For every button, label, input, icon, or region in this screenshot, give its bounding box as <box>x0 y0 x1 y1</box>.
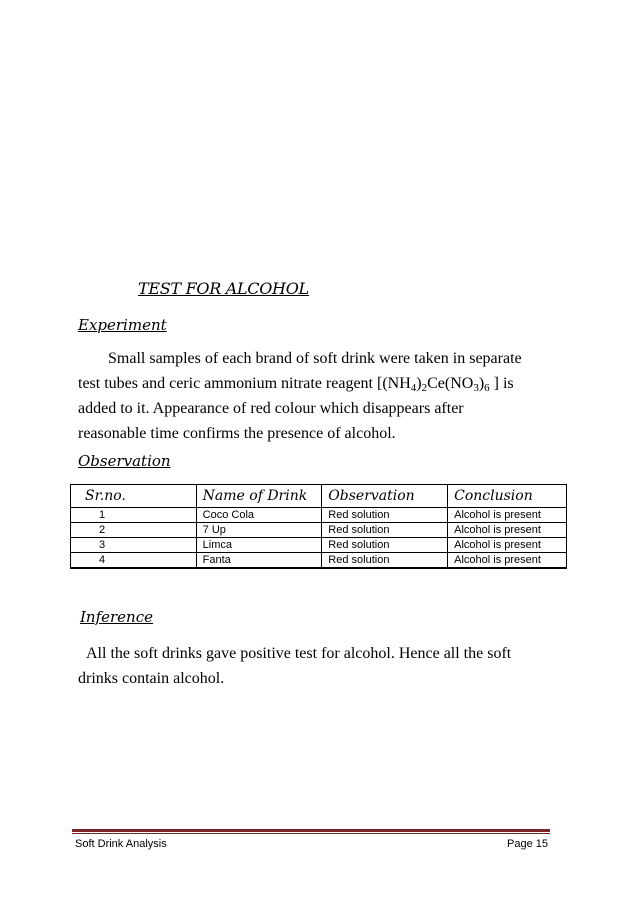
table-row <box>71 508 567 523</box>
experiment-paragraph <box>78 346 546 446</box>
footer-page-number: Page 15 <box>507 838 548 850</box>
page-title: TEST FOR ALCOHOL <box>138 279 309 298</box>
subscript: 3 <box>473 382 479 394</box>
table-row <box>71 553 567 569</box>
footer-document-title: Soft Drink Analysis <box>75 838 167 850</box>
column-header-name-of-drink: Name of Drink <box>196 485 322 508</box>
table-cell: 1 <box>71 508 197 523</box>
column-header-sr-no: Sr.no. <box>71 485 197 508</box>
table-cell: 2 <box>71 523 197 538</box>
table-row <box>71 523 567 538</box>
reagent-text: Ce(NO <box>427 375 474 392</box>
table-cell: Alcohol is present <box>448 508 567 523</box>
table-cell: Red solution <box>322 523 448 538</box>
inference-line-1: All the soft drinks gave positive test for alcohol. Hence all the soft <box>86 645 512 662</box>
subscript: 2 <box>421 382 428 394</box>
table-cell: Alcohol is present <box>448 523 567 538</box>
table-cell: Limca <box>196 538 322 553</box>
inference-line-2: drinks contain alcohol. <box>78 670 225 687</box>
column-header-conclusion: Conclusion <box>448 485 567 508</box>
observation-table <box>70 484 567 569</box>
table-cell: Alcohol is present <box>448 553 567 569</box>
table-cell: Alcohol is present <box>448 538 567 553</box>
reagent-text: ) <box>478 375 485 392</box>
table-cell: 3 <box>71 538 197 553</box>
experiment-line-4: reasonable time confirms the presence of alcohol. <box>78 425 396 442</box>
experiment-line-2 <box>78 371 546 396</box>
table-cell: Red solution <box>322 538 448 553</box>
subscript: 4 <box>410 382 417 394</box>
reagent-text-end: ] is <box>489 375 514 392</box>
table-cell: 7 Up <box>196 523 322 538</box>
table-cell: Red solution <box>322 508 448 523</box>
column-header-observation: Observation <box>322 485 448 508</box>
subscript: 6 <box>484 382 490 394</box>
observation-heading: Observation <box>78 452 171 470</box>
inference-heading: Inference <box>80 608 154 626</box>
table-header-row <box>71 485 567 508</box>
table-cell: Fanta <box>196 553 322 569</box>
reagent-text-start: test tubes and ceric ammonium nitrate reagent [(NH <box>78 375 411 392</box>
experiment-heading: Experiment <box>78 316 167 334</box>
table-cell: Coco Cola <box>196 508 322 523</box>
reagent-text: ) <box>416 375 422 392</box>
table-cell: Red solution <box>322 553 448 569</box>
footer-divider <box>72 829 550 832</box>
inference-paragraph <box>78 641 544 691</box>
table-cell: 4 <box>71 553 197 569</box>
table-row <box>71 538 567 553</box>
footer-divider-thin <box>72 833 550 834</box>
experiment-line-3: added to it. Appearance of red colour which disappears after <box>78 400 464 417</box>
experiment-line-1: Small samples of each brand of soft drink were taken in separate <box>108 350 522 367</box>
